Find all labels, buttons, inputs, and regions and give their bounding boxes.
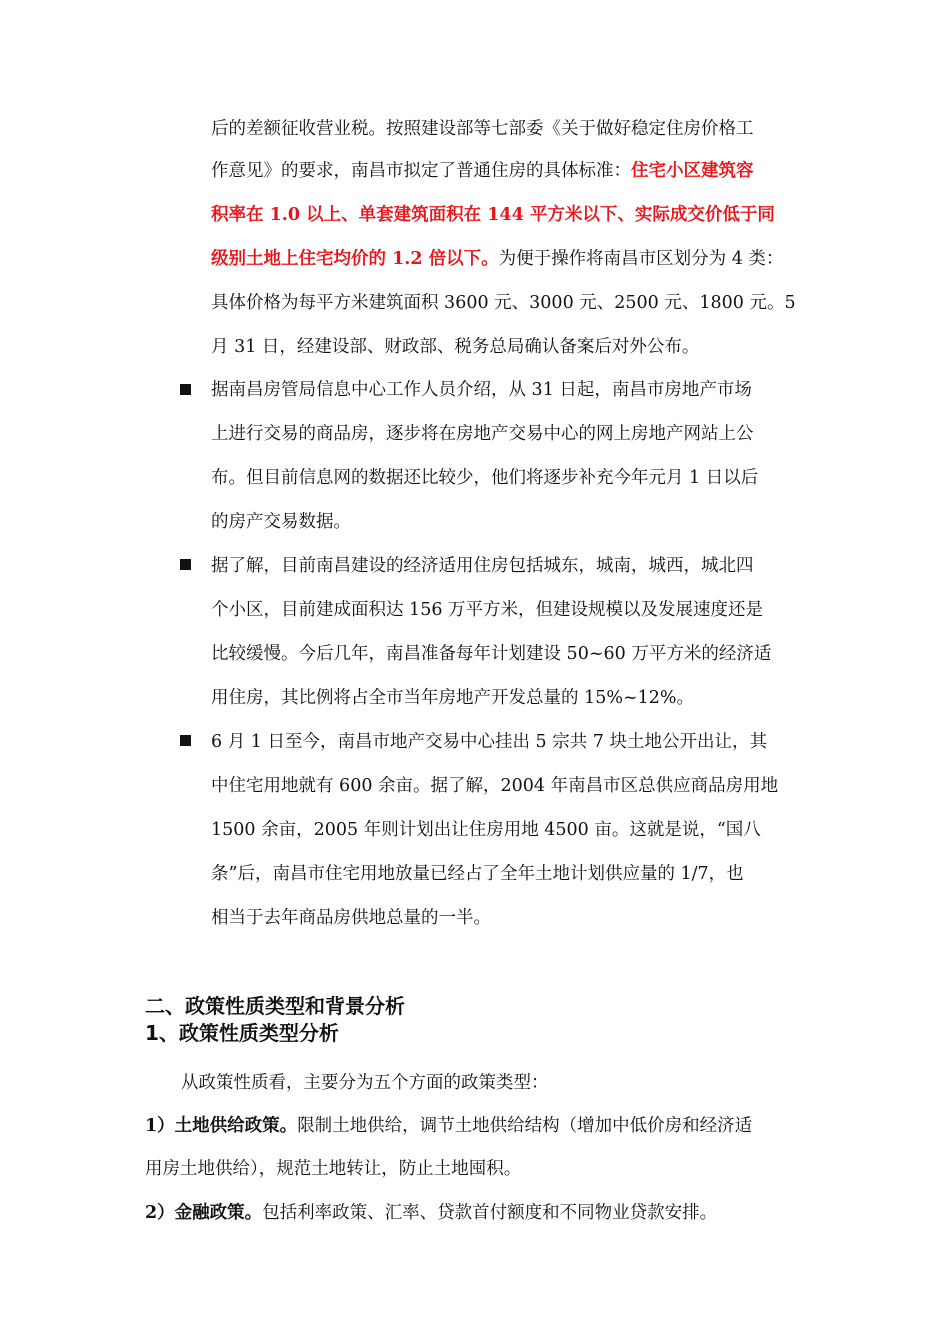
- paragraph-line: 具体价格为每平方米建筑面积 3600 元、3000 元、2500 元、1800 元。5: [211, 293, 796, 313]
- bullet-line: 条”后，南昌市住宅用地放量已经占了全年土地计划供应量的 1/7，也: [211, 864, 744, 884]
- bullet-line: 据南昌房管局信息中心工作人员介绍，从 31 日起，南昌市房地产市场: [211, 380, 752, 400]
- policy-item-2: [145, 1201, 717, 1225]
- intro-paragraph: 从政策性质看，主要分为五个方面的政策类型：: [181, 1073, 549, 1093]
- policy-item-1-title: 1）土地供给政策。: [145, 1116, 298, 1136]
- section-heading: 二、政策性质类型和背景分析: [145, 994, 405, 1018]
- policy-item-1-text: 限制土地供给，调节土地供给结构（增加中低价房和经济适: [297, 1116, 753, 1136]
- bullet-line: 的房产交易数据。: [211, 512, 351, 532]
- highlight-text: 住宅小区建筑容: [631, 161, 754, 181]
- bullet-line: 中住宅用地就有 600 余亩。据了解，2004 年南昌市区总供应商品房用地: [211, 776, 779, 796]
- bullet-line: 1500 余亩，2005 年则计划出让住房用地 4500 亩。这就是说，“国八: [211, 820, 761, 840]
- paragraph-line: [211, 159, 754, 183]
- paragraph-text: 作意见》的要求，南昌市拟定了普通住房的具体标准：: [211, 161, 631, 181]
- bullet-square-icon: [180, 735, 191, 746]
- policy-item-2-title: 2）金融政策。: [145, 1203, 263, 1223]
- bullet-line: 据了解，目前南昌建设的经济适用住房包括城东，城南，城西，城北四: [211, 556, 754, 576]
- subsection-heading: 1、政策性质类型分析: [145, 1021, 339, 1045]
- bullet-line: 相当于去年商品房供地总量的一半。: [211, 908, 491, 928]
- bullet-line: 比较缓慢。今后几年，南昌准备每年计划建设 50~60 万平方米的经济适: [211, 644, 772, 664]
- paragraph-line: [211, 247, 783, 271]
- highlight-text: 级别土地上住宅均价的 1.2 倍以下。: [211, 249, 499, 269]
- paragraph-line: 月 31 日，经建设部、财政部、税务总局确认备案后对外公布。: [211, 337, 700, 357]
- bullet-line: 用住房，其比例将占全市当年房地产开发总量的 15%~12%。: [211, 688, 695, 708]
- bullet-line: 6 月 1 日至今，南昌市地产交易中心挂出 5 宗共 7 块土地公开出让，其: [211, 732, 767, 752]
- policy-item-2-text: 包括利率政策、汇率、贷款首付额度和不同物业贷款安排。: [262, 1203, 718, 1223]
- policy-item-1-continued: 用房土地供给），规范土地转让，防止土地囤积。: [145, 1159, 522, 1179]
- bullet-line: 上进行交易的商品房，逐步将在房地产交易中心的网上房地产网站上公: [211, 424, 754, 444]
- bullet-square-icon: [180, 384, 191, 395]
- bullet-square-icon: [180, 559, 191, 570]
- paragraph-line: 后的差额征收营业税。按照建设部等七部委《关于做好稳定住房价格工: [211, 119, 754, 139]
- bullet-line: 个小区，目前建成面积达 156 万平方米，但建设规模以及发展速度还是: [211, 600, 764, 620]
- policy-item-1: [145, 1114, 752, 1138]
- bullet-line: 布。但目前信息网的数据还比较少，他们将逐步补充今年元月 1 日以后: [211, 468, 759, 488]
- paragraph-text: 为便于操作将南昌市区划分为 4 类：: [498, 249, 784, 269]
- highlight-line: 积率在 1.0 以上、单套建筑面积在 144 平方米以下、实际成交价低于同: [211, 205, 775, 225]
